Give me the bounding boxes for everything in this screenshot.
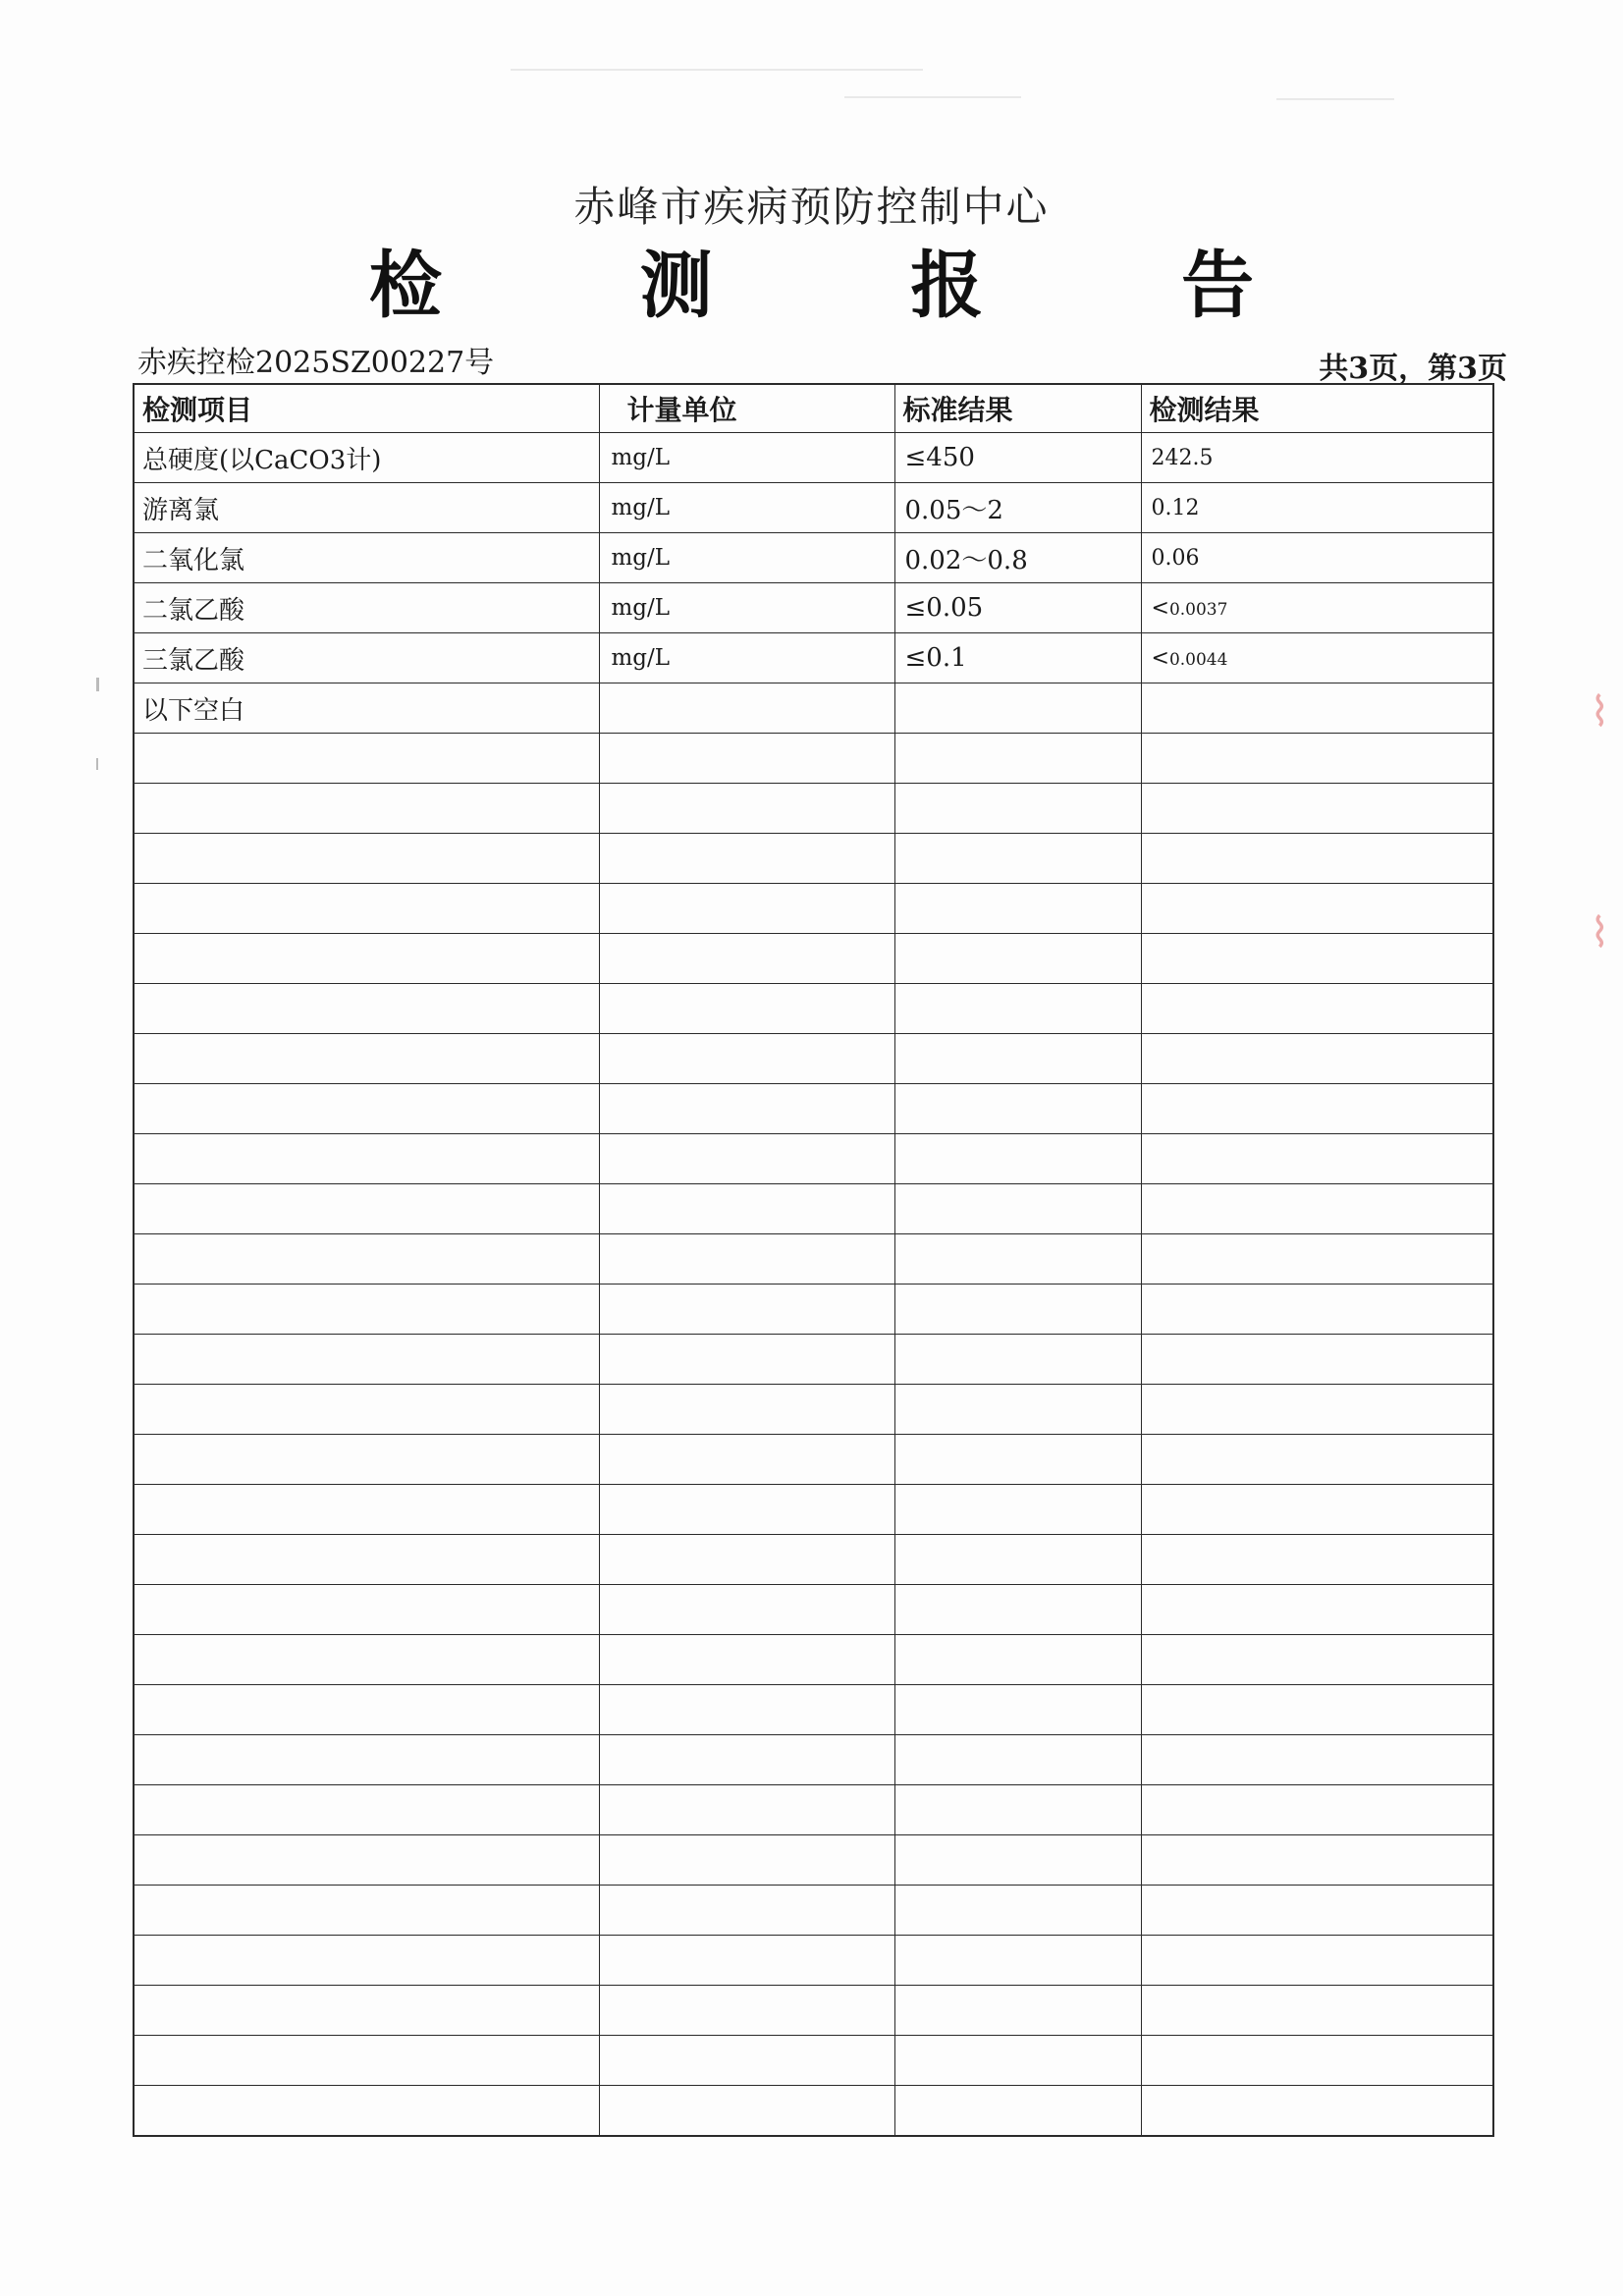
empty-cell [1141,1034,1493,1084]
empty-cell [599,884,894,934]
table-row-empty [134,834,1493,884]
empty-cell [1141,1585,1493,1635]
standard-cell: 0.05～2 [894,483,1141,533]
table-header-row [134,384,1493,433]
empty-cell [894,1735,1141,1785]
organization-name: 赤峰市疾病预防控制中心 [573,183,1050,231]
unit-cell: mg/L [599,583,894,633]
empty-cell [1141,884,1493,934]
table-row [134,483,1493,533]
table-row-empty [134,1435,1493,1485]
column-header-item: 检测项目 [134,384,599,433]
empty-cell [894,1585,1141,1635]
empty-cell [134,834,599,884]
result-cell [1141,583,1493,633]
empty-cell [134,1134,599,1184]
empty-cell [599,1585,894,1635]
empty-cell [599,1234,894,1285]
empty-cell [1141,1986,1493,2036]
standard-cell: ≤450 [894,433,1141,483]
empty-cell [894,1285,1141,1335]
table-row-empty [134,884,1493,934]
empty-cell [1141,1735,1493,1785]
result-cell [1141,533,1493,583]
empty-cell [894,1084,1141,1134]
table-row-empty [134,1635,1493,1685]
empty-cell [894,834,1141,884]
empty-cell [134,1184,599,1234]
empty-cell [134,1936,599,1986]
empty-cell [599,1835,894,1886]
empty-cell [894,1635,1141,1685]
empty-cell [134,2036,599,2086]
table-row-empty [134,1184,1493,1234]
result-value: 0.06 [1151,545,1200,571]
standard-cell: 0.02～0.8 [894,533,1141,583]
empty-cell [1141,1535,1493,1585]
table-row-empty [134,1034,1493,1084]
empty-cell [599,1635,894,1685]
empty-cell [894,934,1141,984]
table-row-empty [134,1535,1493,1585]
empty-cell [134,1886,599,1936]
table-row-empty [134,1234,1493,1285]
empty-cell [134,934,599,984]
empty-cell [894,1936,1141,1986]
empty-cell [1141,1084,1493,1134]
empty-cell [1141,1886,1493,1936]
empty-cell [894,1886,1141,1936]
empty-cell [894,1785,1141,1835]
table-row-empty [134,2086,1493,2137]
empty-cell [894,984,1141,1034]
item-cell: 二氯乙酸 [134,583,599,633]
empty-cell [599,1535,894,1585]
scan-artifact [96,678,99,691]
empty-cell [1141,784,1493,834]
result-cell [1141,483,1493,533]
empty-cell [134,884,599,934]
table-row [134,433,1493,483]
result-value: 242.5 [1151,445,1214,470]
empty-cell [599,834,894,884]
scan-artifact [511,69,923,71]
empty-cell [134,1285,599,1335]
table-row [134,633,1493,683]
empty-cell [1141,834,1493,884]
table-row-empty [134,1986,1493,2036]
scan-artifact [1276,98,1394,100]
blank-note: 以下空白 [134,683,599,734]
empty-cell [599,1735,894,1785]
table-row-empty [134,1385,1493,1435]
empty-cell [599,2086,894,2137]
empty-cell [1141,2086,1493,2137]
empty-cell [599,1936,894,1986]
empty-cell [134,1986,599,2036]
empty-cell [599,1034,894,1084]
empty-cell [134,1835,599,1886]
page-info: 共3页，第3页 [1319,352,1507,386]
empty-cell [1141,1184,1493,1234]
table-row-empty [134,1084,1493,1134]
empty-cell [134,734,599,784]
empty-cell [134,984,599,1034]
empty-cell [134,1435,599,1485]
item-cell: 三氯乙酸 [134,633,599,683]
empty-cell [134,1485,599,1535]
unit-cell: mg/L [599,633,894,683]
empty-cell [894,1184,1141,1234]
table-row-empty [134,1585,1493,1635]
empty-cell [894,1485,1141,1535]
item-cell: 游离氯 [134,483,599,533]
empty-cell [599,1886,894,1936]
empty-cell [599,1134,894,1184]
empty-cell [599,734,894,784]
result-value: 0.0044 [1168,649,1228,670]
table-row-empty [134,1134,1493,1184]
empty-cell [134,1785,599,1835]
empty-cell [134,1034,599,1084]
result-value: 0.0037 [1168,599,1228,620]
unit-cell: mg/L [599,533,894,583]
empty-cell [894,683,1141,734]
empty-cell [134,1084,599,1134]
empty-cell [894,2036,1141,2086]
empty-cell [134,1585,599,1635]
empty-cell [1141,1285,1493,1335]
empty-cell [134,1735,599,1785]
empty-cell [134,1535,599,1585]
empty-cell [134,1335,599,1385]
empty-cell [894,1835,1141,1886]
result-prefix: < [1151,595,1169,621]
result-cell [1141,433,1493,483]
empty-cell [894,1034,1141,1084]
empty-cell [894,2086,1141,2137]
empty-cell [599,1435,894,1485]
table-row-empty [134,1485,1493,1535]
standard-cell: ≤0.1 [894,633,1141,683]
seal-fragment: ⌇ [1590,687,1610,736]
empty-cell [599,1986,894,2036]
empty-cell [894,1435,1141,1485]
empty-cell [1141,1835,1493,1886]
empty-cell [894,1986,1141,2036]
empty-cell [599,934,894,984]
item-cell: 总硬度(以CaCO3计) [134,433,599,483]
empty-cell [1141,734,1493,784]
report-number: 赤疾控检2025SZ00227号 [137,346,495,380]
table-row-empty [134,1886,1493,1936]
table-row [134,583,1493,633]
unit-cell: mg/L [599,433,894,483]
empty-cell [134,1635,599,1685]
table-row-empty [134,1335,1493,1385]
scan-artifact [844,96,1021,98]
empty-cell [1141,1134,1493,1184]
seal-fragment: ⌇ [1590,908,1610,957]
empty-cell [1141,1234,1493,1285]
result-value: 0.12 [1151,495,1200,520]
empty-cell [1141,1685,1493,1735]
empty-cell [599,1785,894,1835]
table-row-empty [134,1735,1493,1785]
table-row-empty [134,984,1493,1034]
empty-cell [1141,1785,1493,1835]
table-body [134,433,1493,2137]
empty-cell [134,1234,599,1285]
empty-cell [894,784,1141,834]
empty-cell [1141,1635,1493,1685]
empty-cell [894,1385,1141,1435]
empty-cell [599,1084,894,1134]
empty-cell [894,1234,1141,1285]
empty-cell [1141,934,1493,984]
empty-cell [134,2086,599,2137]
column-header-result: 检测结果 [1141,384,1493,433]
empty-cell [599,1385,894,1435]
table-row-empty [134,1285,1493,1335]
empty-cell [1141,1485,1493,1535]
table-row-empty [134,1835,1493,1886]
table-row [134,533,1493,583]
standard-cell: ≤0.05 [894,583,1141,633]
empty-cell [894,1685,1141,1735]
empty-cell [599,2036,894,2086]
table-row-empty [134,784,1493,834]
empty-cell [599,1335,894,1385]
empty-cell [1141,683,1493,734]
empty-cell [599,683,894,734]
empty-cell [1141,2036,1493,2086]
item-cell: 二氧化氯 [134,533,599,583]
empty-cell [599,1485,894,1535]
empty-cell [134,1385,599,1435]
empty-cell [894,734,1141,784]
empty-cell [1141,984,1493,1034]
empty-cell [599,1184,894,1234]
unit-cell: mg/L [599,483,894,533]
empty-cell [599,1685,894,1735]
empty-cell [134,784,599,834]
report-title: 检 测 报 告 [368,244,1341,328]
table-row-empty [134,1785,1493,1835]
empty-cell [1141,1936,1493,1986]
result-prefix: < [1151,645,1169,671]
empty-cell [894,884,1141,934]
empty-cell [134,1685,599,1735]
results-table [133,383,1494,2137]
empty-cell [1141,1385,1493,1435]
empty-cell [894,1535,1141,1585]
table-row-empty [134,734,1493,784]
column-header-standard: 标准结果 [894,384,1141,433]
scan-artifact [96,758,98,770]
table-row-empty [134,934,1493,984]
empty-cell [894,1134,1141,1184]
empty-cell [599,1285,894,1335]
table-row-blank-note [134,683,1493,734]
result-cell [1141,633,1493,683]
table-row-empty [134,1685,1493,1735]
empty-cell [599,784,894,834]
column-header-unit: 计量单位 [599,384,894,433]
empty-cell [1141,1335,1493,1385]
empty-cell [894,1335,1141,1385]
table-row-empty [134,2036,1493,2086]
empty-cell [1141,1435,1493,1485]
empty-cell [599,984,894,1034]
table-row-empty [134,1936,1493,1986]
